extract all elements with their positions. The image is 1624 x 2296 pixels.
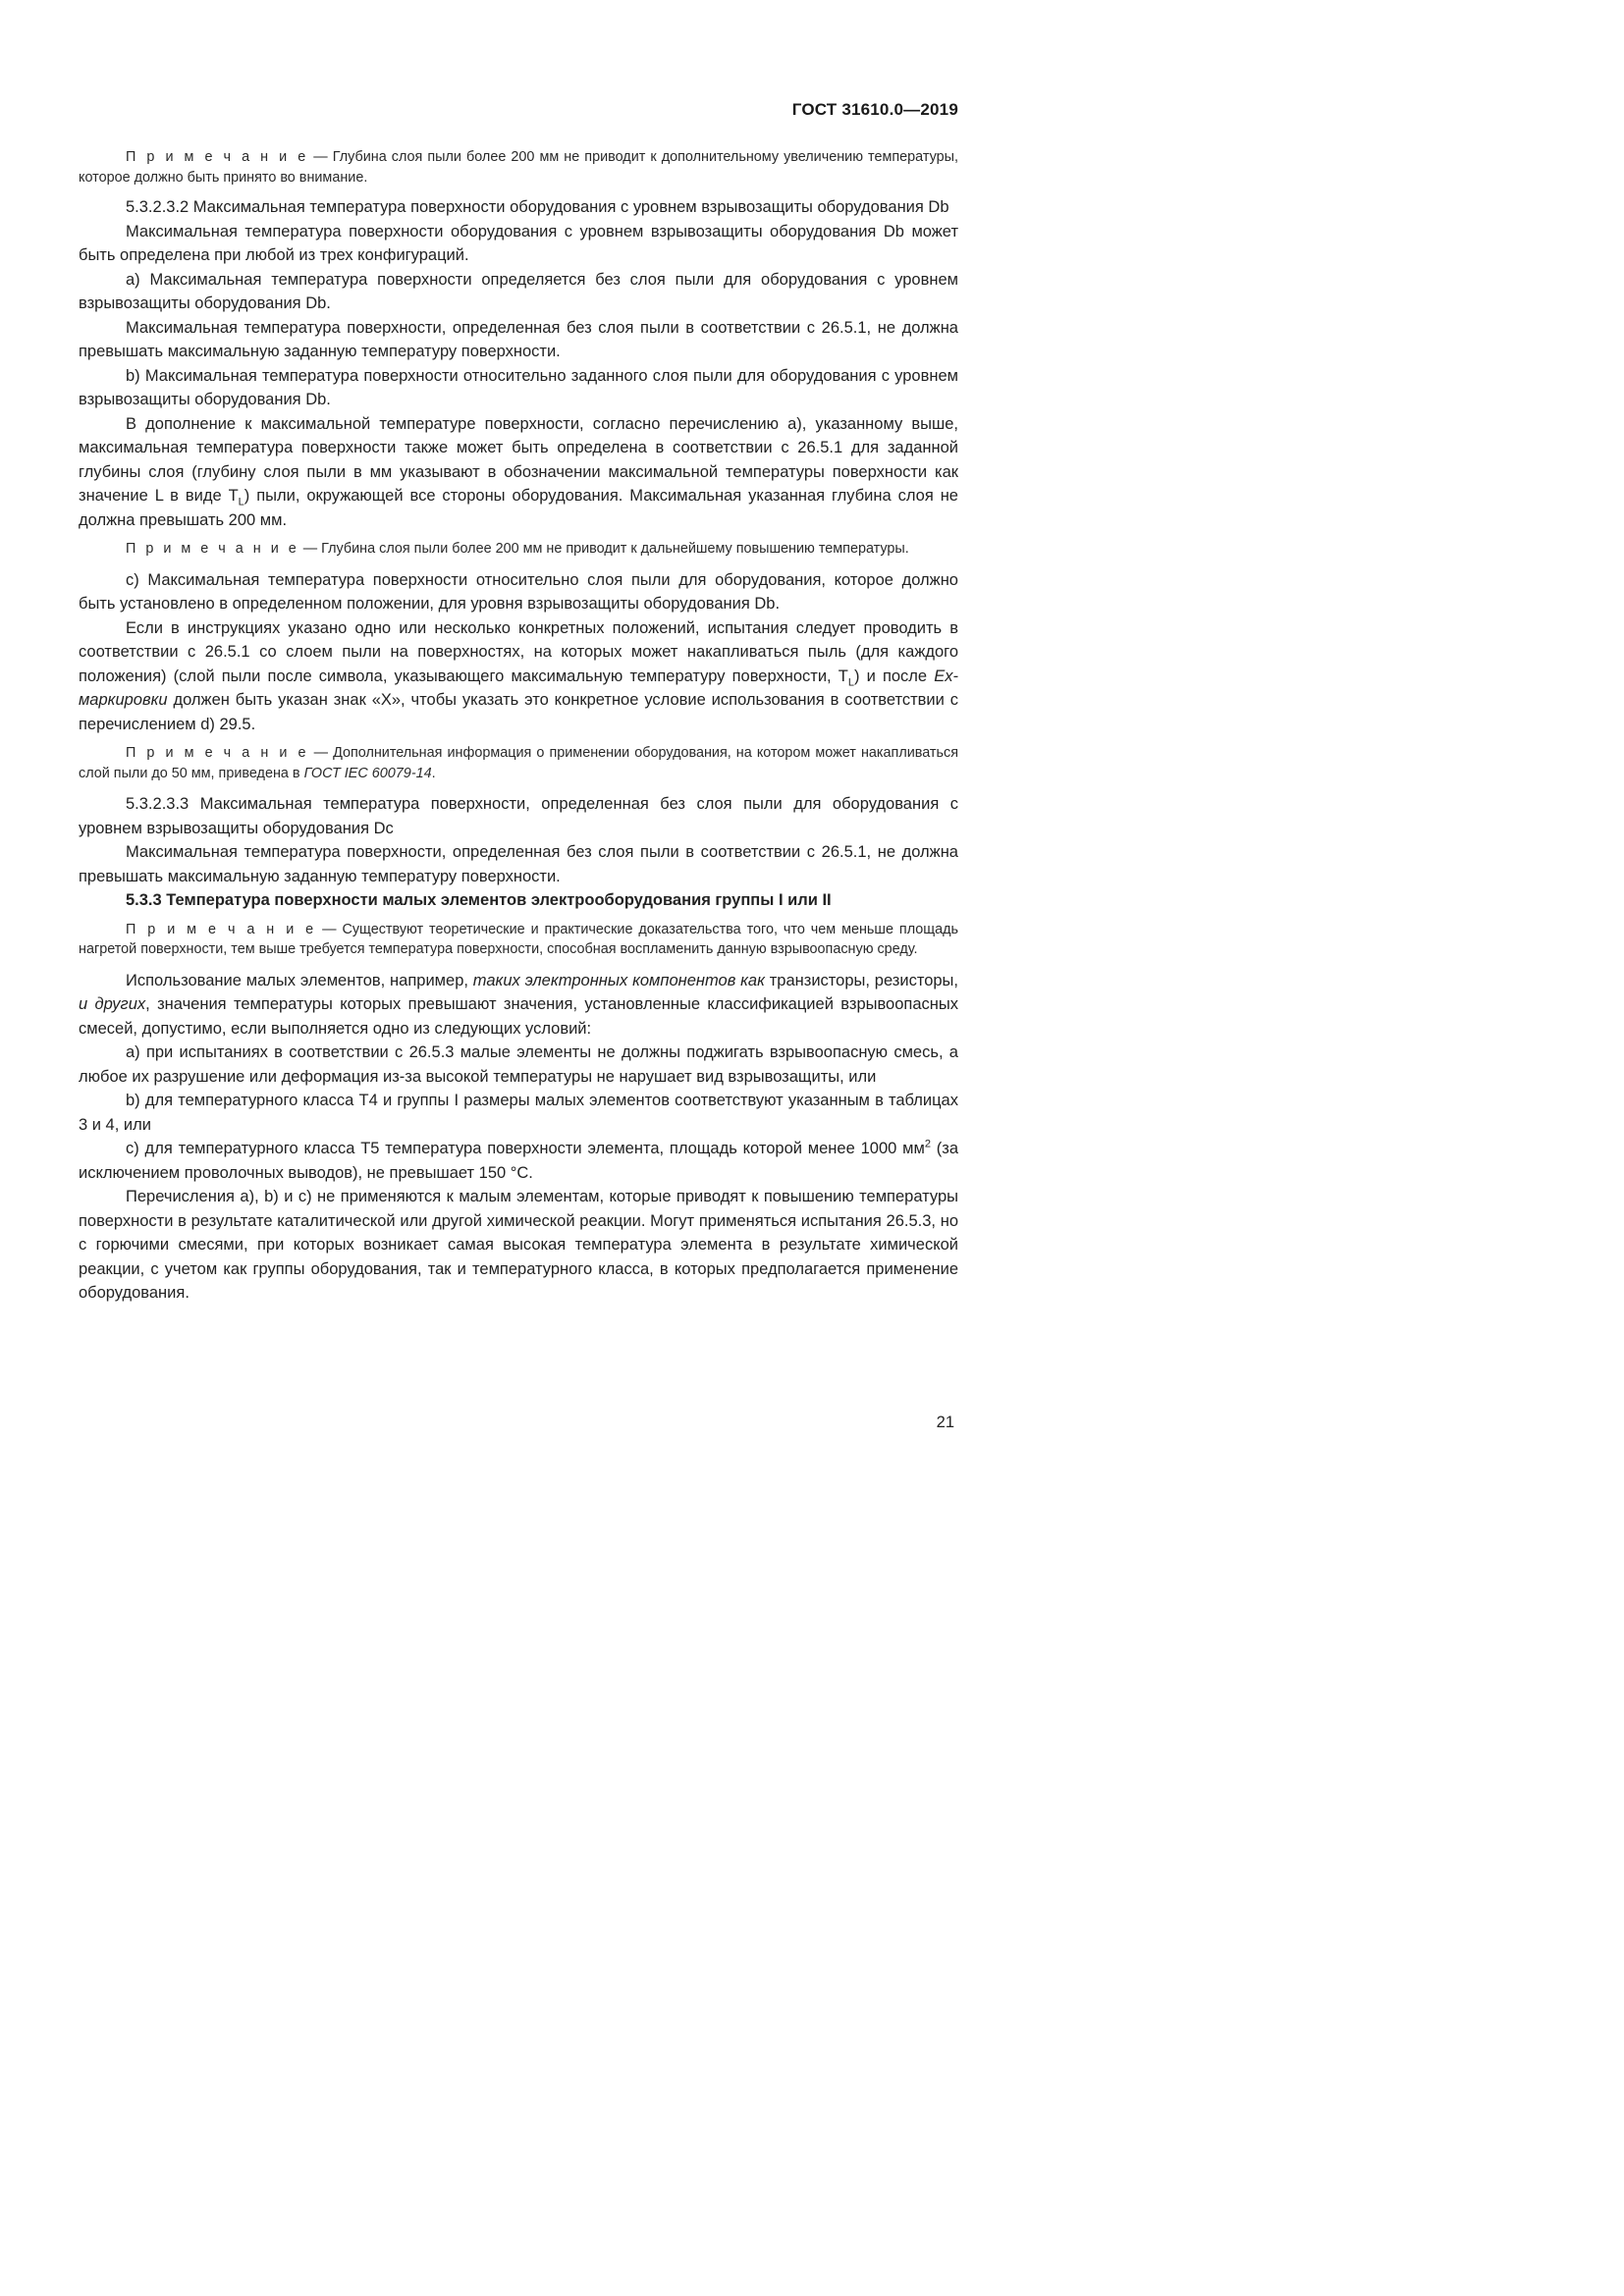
condition-c: c) для температурного класса T5 температура поверхности элемента, площадь которой менее 1000 $мм^2$ (за исключением проволочных выводов), не превышает 150 °C.: [79, 1138, 958, 1182]
item-b: b) Максимальная температура поверхности относительно заданного слоя пыли для оборудования с уровнем взрывозащиты оборудования Db.: [79, 366, 958, 408]
note-label: П р и м е ч а н и е: [126, 149, 309, 165]
section-5-3-2-3-3-heading: 5.3.2.3.3 Максимальная температура поверхности, определенная без слоя пыли для оборудования с уровнем взрывозащиты оборудования Dc: [79, 795, 958, 837]
document-header: ГОСТ 31610.0—2019: [791, 100, 958, 119]
note-2: П р и м е ч а н и е — Глубина слоя пыли более 200 мм не приводит к дальнейшему повышению температуры.: [126, 541, 909, 557]
note-1-text: Глубина слоя пыли более 200 мм не приводит к дополнительному увеличению температуры, которое должно быть принято во внимание.: [79, 149, 958, 186]
note-4-text: Существуют теоретические и практические доказательства того, что чем меньше площадь нагретой поверхности, тем выше требуется температура поверхности, способная воспламенить данную взрывоопасную среду.: [79, 921, 958, 957]
section-5-3-3-intro: Использование малых элементов, например, таких электронных компонентов как транзисторы, резисторы, и других, значения температуры которых превышают значения, установленные классификацией взрывоопасных смесей, допустимо, если выполняется одно из следующих условий:: [79, 971, 958, 1038]
document-page: [0, 0, 1080, 1526]
item-a-text: Максимальная температура поверхности, определенная без слоя пыли в соответствии с 26.5.1, не должна превышать максимальную заданную температуру поверхности.: [79, 318, 958, 360]
note-label: П р и м е ч а н и е: [126, 921, 317, 937]
section-5-3-2-3-2-intro: Максимальная температура поверхности оборудования с уровнем взрывозащиты оборудования Db может быть определена при любой из трех конфигураций.: [79, 222, 958, 264]
note-1: П р и м е ч а н и е — Глубина слоя пыли более 200 мм не приводит к дополнительному увеличению температуры, которое должно быть принято во внимание.: [79, 149, 958, 186]
section-5-3-2-3-2-heading: 5.3.2.3.2 Максимальная температура поверхности оборудования с уровнем взрывозащиты оборудования Db: [126, 198, 949, 216]
section-5-3-3-heading: 5.3.3 Температура поверхности малых элементов электрооборудования группы I или II: [126, 891, 832, 909]
note-2-text: Глубина слоя пыли более 200 мм не приводит к дальнейшему повышению температуры.: [321, 541, 909, 557]
item-b-text: В дополнение к максимальной температуре поверхности, согласно перечислению a), указанному выше, максимальная температура поверхности также может быть определена в соответствии с 26.5.1 для заданной глубины слоя (глубину слоя пыли в мм указывают в обозначении максимальной температуры поверхности как значение L в виде $T_L$) пыли, окружающей все стороны оборудования. Максимальная указанная глубина слоя не должна превышать 200 мм.: [79, 414, 958, 529]
note-label: П р и м е ч а н и е: [126, 541, 299, 557]
item-a: a) Максимальная температура поверхности определяется без слоя пыли для оборудования с уровнем взрывозащиты оборудования Db.: [79, 270, 958, 312]
condition-b: b) для температурного класса T4 и группы I размеры малых элементов соответствуют указанным в таблицах 3 и 4, или: [79, 1092, 958, 1134]
note-4: П р и м е ч а н и е — Существуют теоретические и практические доказательства того, что чем меньше площадь нагретой поверхности, тем выше требуется температура поверхности, способная воспламенить данную взрывоопасную среду.: [79, 921, 958, 957]
page-number: 21: [936, 1414, 954, 1431]
item-c-text: Если в инструкциях указано одно или несколько конкретных положений, испытания следует проводить в соответствии с 26.5.1 со слоем пыли на поверхностях, на которых может накапливаться пыль (для каждого положения) (слой пыли после символа, указывающего максимальную температуру поверхности, $T_L$) и после Ex-маркировки должен быть указан знак «X», чтобы указать это конкретное условие использования в соответствии с перечислением d) 29.5.: [79, 618, 958, 733]
note-label: П р и м е ч а н и е: [126, 745, 309, 761]
page-content: [79, 147, 958, 1306]
section-5-3-2-3-3-text: Максимальная температура поверхности, определенная без слоя пыли в соответствии с 26.5.1, не должна превышать максимальную заданную температуру поверхности.: [79, 843, 958, 885]
condition-a: a) при испытаниях в соответствии с 26.5.3 малые элементы не должны поджигать взрывоопасную смесь, а любое их разрушение или деформация из-за высокой температуры не нарушает вид взрывозащиты, или: [79, 1043, 958, 1086]
note-3: П р и м е ч а н и е — Дополнительная информация о применении оборудования, на котором может накапливаться слой пыли до 50 мм, приведена в ГОСТ IEC 60079-14.: [79, 745, 958, 781]
section-5-3-3-final: Перечисления a), b) и c) не применяются к малым элементам, которые приводят к повышению температуры поверхности в результате каталитической или другой химической реакции. Могут применяться испытания 26.5.3, но с горючими смесями, при которых возникает самая высокая температура элемента в результате химической реакции, с учетом как группы оборудования, так и температурного класса, в которых предполагается применение оборудования.: [79, 1188, 958, 1302]
item-c: c) Максимальная температура поверхности относительно слоя пыли для оборудования, которое должно быть установлено в определенном положении, для уровня взрывозащиты оборудования Db.: [79, 570, 958, 613]
